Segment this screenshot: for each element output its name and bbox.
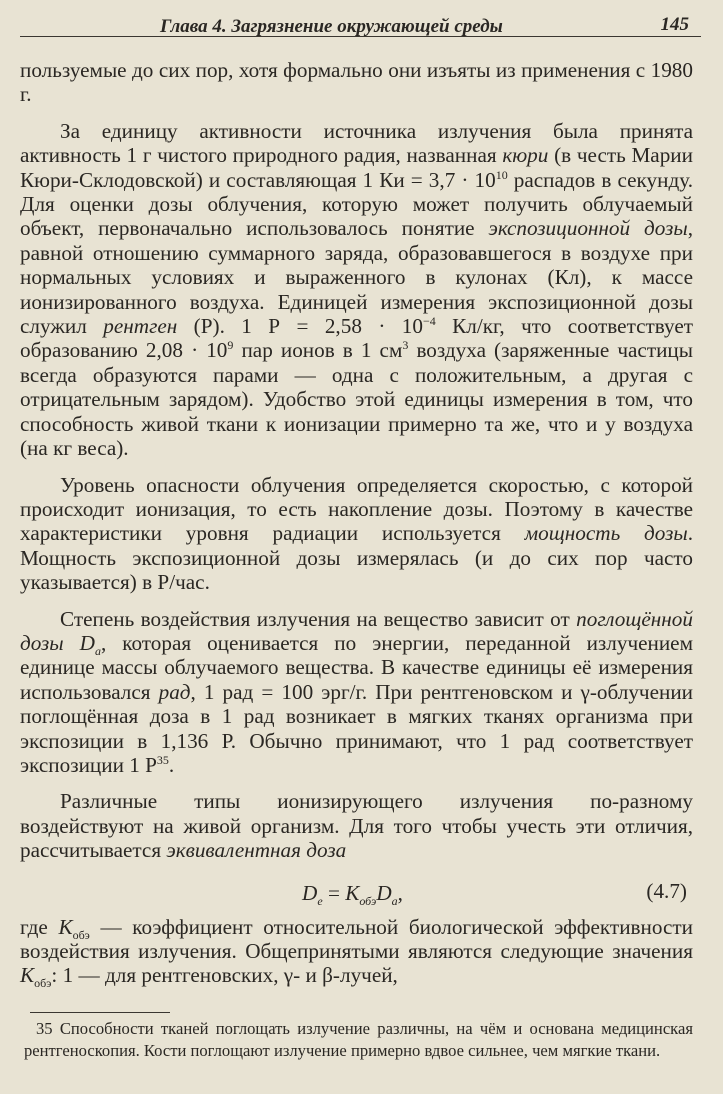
running-header: [20, 6, 701, 37]
paragraph-coefficient: где $K_{обэ}$ — коэффициент относительной биологической эффективности воздействия излучения. Общепринятыми являются следующие значения $K_{обэ}$: 1 — для рентгеновских, γ- и β-лучей,: [20, 914, 693, 991]
footnote-separator: [30, 1012, 170, 1013]
body-text: [20, 58, 694, 991]
footnote: [24, 1018, 693, 1062]
term-exposure-dose: экспозиционной дозы: [488, 216, 688, 241]
term-roentgen: рентген: [103, 314, 178, 339]
paragraph-equivalent-dose: Различные типы ионизирующего излучения по-разному воздействуют на живой организм. Для того чтобы учесть эти отличия, рассчитывается эквивалентная доза: [20, 789, 693, 863]
term-equivalent-dose: эквивалентная доза: [166, 838, 347, 863]
page-number: 145: [660, 14, 689, 35]
chapter-title: Глава 4. Загрязнение окружающей среды: [160, 16, 503, 37]
footnote-mark: 35: [36, 1019, 53, 1038]
formula-4-7: [20, 873, 693, 915]
term-rad: рад: [158, 679, 191, 704]
term-absorbed-dose: поглощённой дозы $D_a$: [20, 606, 693, 659]
formula-expression: $D_e = K_{обэ}D_a$,: [302, 880, 403, 908]
paragraph-continued: пользуемые до сих пор, хотя формально они изъяты из применения с 1980 г.: [20, 58, 693, 107]
footnote-ref: 35: [156, 752, 169, 767]
term-dose-rate: мощность дозы: [524, 521, 688, 546]
paragraph-dose-rate: Уровень опасности облучения определяется скоростью, с которой происходит ионизация, то есть накопление дозы. Поэтому в качестве характеристики уровня радиации используется мощность дозы. Мощность экспозиционной дозы измерялась (и до сих пор часто указывается) в Р/час.: [20, 472, 693, 595]
paragraph-absorbed-dose: Степень воздействия излучения на вещество зависит от поглощённой дозы $D_a$, которая оценивается по энергии, переданной излучением единице массы облучаемого вещества. В качестве единицы её измерения использовался рад, 1 рад = 100 эрг/г. При рентгеновском и γ-облучении поглощённая доза в 1 рад возникает в мягких тканях организма при экспозиции в 1,136 Р. Обычно принимают, что 1 рад соответствует экспозиции 1 $Р^{35}$.: [20, 606, 693, 777]
paragraph-curie: За единицу активности источника излучения была принята активность 1 г чистого природного радия, названная кюри (в честь Марии Кюри-Склодовской) и составляющая 1 Ки = $3,7 \cdot 10^{10}$ распадов в секунду. Для оценки дозы облучения, которую может получить облучаемый объект, первоначально использовалось понятие экспозиционной дозы, равной отношению суммарного заряда, образовавшегося в воздухе при нормальных условиях и выраженного в кулонах (Кл), к массе ионизированного воздуха. Единицей измерения экспозиционной дозы служил рентген (Р). 1 $Р = 2,58 \cdot 10^{-4}$ Кл/кг, что соответствует образованию $2,08 \cdot 10^9$ пар ионов в 1 $см^3$ воздуха (заряженные частицы всегда образуются парами — одна с положительным, а другая с отрицательным зарядом). Удобство этой единицы измерения в том, что способность живой ткани к ионизации примерно та же, что и у воздуха (на кг веса).: [20, 118, 694, 461]
footnote-text: Способности тканей поглощать излучение различны, на чём и основана медицинская рентгеноскопия. Кости поглощают излучение примерно вдвое сильнее, чем мягкие ткани.: [24, 1019, 693, 1060]
term-curie: кюри: [502, 143, 549, 168]
formula-number: (4.7): [646, 878, 687, 903]
